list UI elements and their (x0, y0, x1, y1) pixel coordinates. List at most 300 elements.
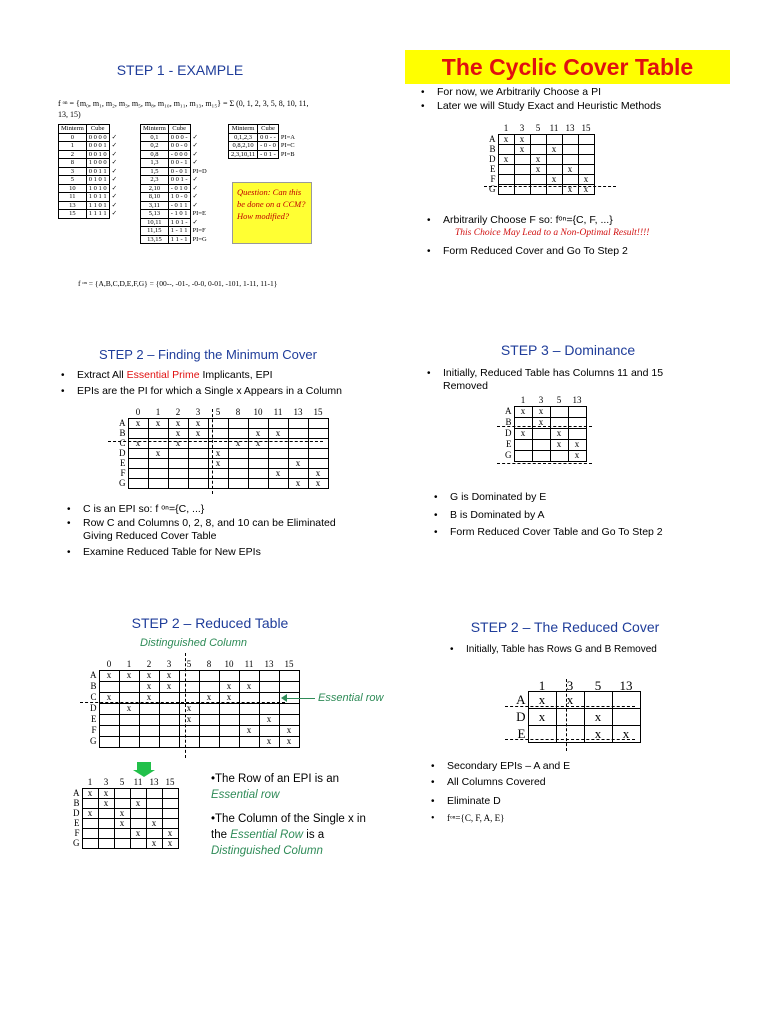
table-row (79, 670, 299, 681)
s3-bullet-1: • Extract All Essential Prime Implicants, EPI (77, 369, 273, 382)
table-cell (268, 418, 288, 428)
table-cell (162, 788, 178, 798)
column-header: Minterm (229, 125, 258, 134)
table-cell: x (578, 184, 594, 194)
table-cell (159, 725, 179, 736)
column-header: 5 (556, 394, 562, 405)
table-cell: x (114, 808, 130, 818)
row-label: B (505, 417, 512, 427)
table-cell: - 1 0 1 (168, 210, 190, 219)
table-cell: 0 1 0 1 (86, 176, 109, 185)
table-cell: 0,8 (141, 150, 169, 159)
table-cell: x (114, 818, 130, 828)
s2-bullet-4: • Form Reduced Cover and Go To Step 2 (443, 245, 628, 258)
table-cell (219, 714, 239, 725)
table-row (59, 210, 120, 219)
table-cell (498, 164, 514, 174)
table-cell (498, 174, 514, 184)
table-cell (128, 478, 148, 488)
table-row (482, 154, 594, 164)
table-cell: x (188, 418, 208, 428)
table-cell: x (148, 418, 168, 428)
check-mark: ✓ (111, 201, 118, 209)
table-cell (130, 808, 146, 818)
table-cell (259, 725, 279, 736)
table-cell (612, 708, 640, 725)
s5-reduced-table (66, 777, 179, 849)
table-row (79, 681, 299, 692)
s6-dash-col (566, 679, 567, 751)
table-cell: x (119, 703, 139, 714)
check-mark: ✓ (192, 193, 198, 200)
table-cell (568, 406, 586, 417)
table-cell: x (259, 736, 279, 747)
table-cell: 0 - 0 1 (168, 167, 190, 176)
table-cell: 3,11 (141, 201, 169, 210)
table-cell (562, 154, 578, 164)
column-header: 15 (284, 658, 294, 669)
check-mark: ✓ (192, 218, 198, 226)
table-cell (308, 448, 328, 458)
table-cell (248, 478, 268, 488)
table-cell: 8 (59, 159, 87, 168)
table-cell: x (514, 428, 532, 439)
check-mark: ✓ (192, 150, 198, 158)
table-cell: 13,15 (141, 235, 169, 244)
table-cell: 1 0 1 0 (86, 184, 109, 193)
table-cell: 1 1 - 1 (168, 235, 190, 244)
row-label: D (73, 807, 80, 818)
table-cell (162, 798, 178, 808)
table-cell (114, 828, 130, 838)
s4-cover-table (496, 395, 587, 462)
table-row (59, 167, 120, 176)
table-cell (82, 818, 98, 828)
table-row (59, 184, 120, 193)
table-cell (288, 428, 308, 438)
column-header: 3 (195, 406, 201, 417)
table-cell (128, 428, 148, 438)
table-cell (139, 703, 159, 714)
down-arrow-head (133, 770, 155, 777)
table-cell: 2 (59, 150, 87, 159)
column-header: 15 (581, 122, 591, 133)
table-cell: x (99, 670, 119, 681)
column-header: 15 (165, 776, 175, 787)
table-cell (99, 703, 119, 714)
column-header: 0 (106, 658, 112, 669)
table-cell (159, 703, 179, 714)
table-cell: 1 0 1 1 (86, 193, 109, 202)
table-cell (119, 725, 139, 736)
table-cell: x (532, 406, 550, 417)
column-header: 3 (519, 122, 525, 133)
row-label: D (516, 709, 526, 724)
table-cell: 10,11 (141, 218, 169, 227)
row-label: D (90, 703, 97, 713)
column-header: 3 (103, 776, 109, 787)
table-cell: x (308, 468, 328, 478)
column-header: Cube (86, 125, 109, 134)
column-header: 5 (594, 677, 602, 693)
table-row (66, 788, 178, 798)
table-row (59, 150, 120, 159)
table-row (59, 201, 120, 210)
table-cell (162, 808, 178, 818)
slide6-title: STEP 2 – The Reduced Cover (470, 619, 660, 635)
s2-row-dash (484, 186, 616, 187)
row-label: A (119, 417, 126, 428)
table-cell (98, 828, 114, 838)
row-label: C (119, 437, 126, 448)
table-cell (98, 838, 114, 848)
table-cell (562, 174, 578, 184)
table-row (482, 174, 594, 184)
column-header: 5 (215, 406, 221, 417)
s5-note-2: •The Column of the Single x in the Essential Row is a Distinguished Column (211, 813, 366, 857)
table-cell: x (546, 174, 562, 184)
table-cell (148, 478, 168, 488)
s5-col-dash (185, 653, 186, 758)
table-cell (148, 468, 168, 478)
table-row (108, 428, 328, 438)
table-cell (514, 439, 532, 450)
table-cell: x (268, 428, 288, 438)
table-cell: 0 0 0 - (168, 133, 190, 142)
table-cell (268, 448, 288, 458)
table-cell: 0 0 - 1 (168, 159, 190, 168)
s3-bullet-2: • EPIs are the PI for which a Single x Appears in a Column (77, 385, 342, 398)
table-cell: x (498, 134, 514, 144)
table-cell: x (259, 714, 279, 725)
row-label: B (119, 427, 126, 438)
table-cell (148, 438, 168, 448)
table-cell (530, 174, 546, 184)
column-header: 10 (224, 658, 234, 669)
table-cell (179, 736, 199, 747)
table-cell: 5 (59, 176, 87, 185)
table-cell (208, 428, 228, 438)
table-cell: x (146, 838, 162, 848)
column-header: 11 (133, 776, 143, 787)
column-header: 2 (175, 406, 181, 417)
column-header: 10 (253, 406, 263, 417)
table-cell: x (179, 714, 199, 725)
table-cell: 1 1 0 1 (86, 201, 109, 210)
column-header: 1 (503, 122, 509, 133)
table-cell (168, 458, 188, 468)
table-cell: - 0 1 0 (168, 184, 190, 193)
table-cell: x (208, 458, 228, 468)
s4-bullet-1: • Initially, Reduced Table has Columns 11 and 15 Removed (443, 367, 703, 393)
essential-row-arrow (285, 698, 315, 699)
table-cell (532, 450, 550, 461)
table-cell (498, 144, 514, 154)
table-row (141, 184, 210, 193)
check-mark: PI=G (192, 235, 207, 243)
table-cell (168, 468, 188, 478)
table-cell: x (99, 692, 119, 703)
table-cell: x (219, 681, 239, 692)
row-label: A (73, 787, 80, 798)
s4-bullet-4: • Form Reduced Cover Table and Go To Step 2 (450, 526, 663, 539)
column-header: 1 (87, 776, 93, 787)
table-row (482, 134, 594, 144)
table-cell (550, 450, 568, 461)
table-cell (228, 458, 248, 468)
row-label: G (489, 183, 496, 194)
check-mark: ✓ (192, 176, 198, 183)
table-cell (532, 428, 550, 439)
table-cell: x (159, 670, 179, 681)
table-cell: 5,13 (141, 210, 169, 219)
s2-cover-table (482, 123, 595, 195)
table-cell (168, 448, 188, 458)
table-cell: x (514, 144, 530, 154)
table-row (79, 736, 299, 747)
table-cell (578, 154, 594, 164)
table-row (59, 193, 120, 202)
row-label: E (120, 457, 126, 468)
table-cell: x (530, 164, 546, 174)
table-cell: 0,1 (141, 133, 169, 142)
slide1-formula: f ᵒⁿ = {m₀, m₁, m₂, m₃, m₅, m₈, m₁₀, m₁₁, m₁₃, m₁₅} = Σ (0, 1, 2, 3, 5, 8, 10, 11, 13, 15) (58, 99, 309, 119)
table-cell: x (168, 438, 188, 448)
column-header: 3 (538, 394, 544, 405)
column-header: 11 (549, 122, 559, 133)
table-row (141, 218, 210, 227)
table-cell (208, 438, 228, 448)
table-cell: x (532, 417, 550, 428)
table-cell (514, 450, 532, 461)
s6-bullet-5: • fᵒⁿ={C, F, A, E} (447, 812, 504, 825)
table-cell: 0 0 0 0 (86, 133, 109, 142)
table-row (496, 450, 586, 461)
table-row (59, 159, 120, 168)
table-cell: x (612, 725, 640, 742)
row-label: G (90, 736, 97, 746)
check-mark: ✓ (111, 176, 118, 183)
column-header: 8 (235, 406, 241, 417)
column-header: 5 (186, 658, 192, 669)
table-cell (199, 714, 219, 725)
table-cell (550, 406, 568, 417)
table-cell (130, 788, 146, 798)
table-cell (279, 703, 299, 714)
table-cell (219, 703, 239, 714)
table-row (141, 159, 210, 168)
table-cell: x (562, 164, 578, 174)
table-cell: x (268, 468, 288, 478)
table-cell: x (578, 174, 594, 184)
table-cell: x (139, 670, 159, 681)
table-cell (99, 714, 119, 725)
table-cell: x (168, 418, 188, 428)
column-header: 2 (146, 658, 152, 669)
table-cell (288, 438, 308, 448)
column-header: 13 (565, 122, 575, 133)
table-cell (219, 725, 239, 736)
table-cell (179, 681, 199, 692)
check-mark: PI=A (280, 133, 295, 141)
row-label: B (90, 681, 97, 691)
table-cell (119, 681, 139, 692)
table-cell: 1 0 0 0 (86, 159, 109, 168)
table-cell: x (568, 450, 586, 461)
table-row (482, 164, 594, 174)
table-cell: x (179, 703, 199, 714)
check-mark: ✓ (111, 167, 118, 175)
table-cell (159, 736, 179, 747)
check-mark: ✓ (111, 142, 118, 149)
essential-row-label: Essential row (318, 692, 384, 704)
column-header: 5 (535, 122, 541, 133)
table-cell: x (159, 681, 179, 692)
table-cell (199, 736, 219, 747)
row-label: F (91, 725, 97, 735)
table-cell: x (584, 725, 612, 742)
s5-row-dash (80, 702, 285, 703)
s6-bullet-2: • Secondary EPIs – A and E (447, 760, 570, 773)
table-cell (99, 681, 119, 692)
table-cell (546, 164, 562, 174)
check-mark: ✓ (111, 210, 118, 217)
check-mark: ✓ (192, 142, 198, 149)
table-cell: x (168, 428, 188, 438)
column-header: 11 (244, 658, 254, 669)
table-row (66, 828, 178, 838)
table-cell (146, 828, 162, 838)
table-cell: x (528, 708, 556, 725)
table-cell (82, 838, 98, 848)
table-cell: x (162, 838, 178, 848)
table-cell (578, 144, 594, 154)
table-cell: x (128, 418, 148, 428)
row-label: F (120, 467, 126, 478)
check-mark: ✓ (111, 150, 118, 158)
table-cell (188, 458, 208, 468)
table-cell (199, 703, 219, 714)
column-header: Minterm (59, 125, 87, 134)
table-cell (532, 439, 550, 450)
table-cell (308, 428, 328, 438)
table-cell (128, 448, 148, 458)
row-label: D (119, 447, 126, 458)
table-row (141, 167, 210, 176)
table-cell: x (498, 154, 514, 164)
table-cell (239, 670, 259, 681)
table-row (59, 176, 120, 185)
column-header: 1 (155, 406, 161, 417)
table-row (108, 418, 328, 428)
row-label: A (516, 692, 526, 707)
table-cell (259, 703, 279, 714)
row-label: E (74, 817, 80, 828)
table-cell (248, 468, 268, 478)
table-cell: 1 1 1 1 (86, 210, 109, 219)
table-cell (568, 428, 586, 439)
table-cell (208, 468, 228, 478)
table-cell (288, 448, 308, 458)
row-label: D (489, 153, 496, 164)
check-mark: ✓ (111, 184, 118, 192)
table-cell (239, 736, 259, 747)
table-cell (228, 468, 248, 478)
table-cell: 1 0 - 0 (168, 193, 190, 202)
s3-bullet-3: • C is an EPI so: f ᵒⁿ={C, ...} (83, 503, 204, 516)
s3-col-dash (212, 409, 213, 494)
s4-bullet-3: • B is Dominated by A (450, 509, 545, 522)
row-label: A (90, 670, 97, 680)
table-cell: 2,10 (141, 184, 169, 193)
s2-bullet-2: • Later we will Study Exact and Heuristic Methods (437, 100, 661, 113)
table-cell: x (514, 406, 532, 417)
table-cell: x (146, 818, 162, 828)
table-cell (114, 788, 130, 798)
table-cell: x (288, 478, 308, 488)
row-label: B (73, 797, 80, 808)
column-header: 13 (293, 406, 303, 417)
s2-bullet-1: • For now, we Arbitrarily Choose a PI (437, 86, 601, 99)
row-label: G (73, 837, 80, 848)
table-cell: x (239, 681, 259, 692)
table-row (141, 201, 210, 210)
table-cell (199, 725, 219, 736)
table-cell (288, 418, 308, 428)
table-cell: x (288, 458, 308, 468)
table-row (108, 458, 328, 468)
slide3-title: STEP 2 – Finding the Minimum Cover (99, 347, 317, 362)
table-cell: x (128, 438, 148, 448)
table-row (59, 142, 120, 151)
table-row (66, 838, 178, 848)
s4-dash-b (497, 426, 592, 427)
table-cell (82, 828, 98, 838)
table-cell: x (568, 439, 586, 450)
table-cell: x (98, 788, 114, 798)
table-row (141, 133, 210, 142)
table-cell (128, 468, 148, 478)
table-cell (188, 478, 208, 488)
table-cell: - 0 1 1 (168, 201, 190, 210)
table-cell: x (148, 448, 168, 458)
column-header: 0 (135, 406, 141, 417)
table-cell (308, 438, 328, 448)
table-cell (188, 438, 208, 448)
table-cell: 0 0 1 0 (86, 150, 109, 159)
check-mark: ✓ (111, 159, 118, 166)
table-cell (99, 725, 119, 736)
table-row (229, 142, 298, 151)
table-cell (148, 458, 168, 468)
table-cell (99, 736, 119, 747)
table-cell (228, 478, 248, 488)
table-cell: 1 (59, 142, 87, 151)
table-cell (248, 418, 268, 428)
s6-dash-e (505, 739, 635, 740)
table-cell (530, 134, 546, 144)
table-row (141, 176, 210, 185)
table-cell: 3 (59, 167, 87, 176)
table-row (500, 708, 640, 725)
row-label: E (517, 726, 526, 741)
table-cell (562, 134, 578, 144)
table-cell (239, 714, 259, 725)
table-cell (514, 164, 530, 174)
table-cell (248, 448, 268, 458)
table-cell: x (139, 681, 159, 692)
s6-bullet-3: • All Columns Covered (447, 776, 546, 789)
